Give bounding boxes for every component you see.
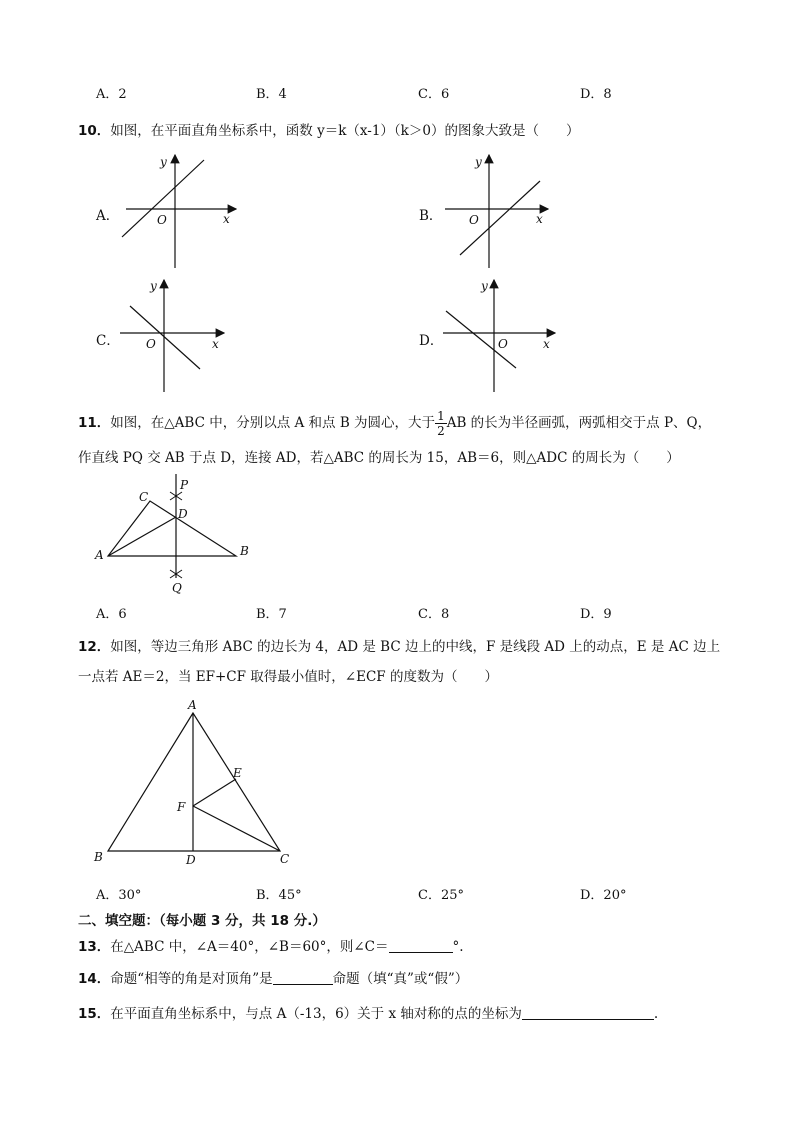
q10-graph-c-x-label: x [212, 337, 219, 351]
q11-triangle-abc [108, 501, 236, 556]
q13-text-a: 在△ABC 中，∠A＝40°，∠B＝60°，则∠C＝ [110, 939, 389, 955]
q10-graph-c-line [130, 306, 200, 369]
q12-option-a: A．30° [96, 888, 142, 903]
q13-number: 13． [78, 939, 111, 955]
q11-text-b: AB 的长为半径画弧，两弧相交于点 P、Q， [446, 415, 712, 431]
q15-number: 15． [78, 1006, 111, 1022]
q12-option-d: D．20° [580, 888, 627, 903]
q10-label-d: D． [419, 333, 444, 349]
section-fill-in-heading: 二、填空题：（每小题 3 分，共 18 分.） [78, 913, 326, 929]
q13-stem [78, 935, 464, 955]
q11-option-a: A．6 [96, 607, 127, 622]
q11-point-p: P [180, 478, 189, 492]
q14-text-a: 命题“相等的角是对顶角”是 [110, 971, 273, 987]
q14-number: 14． [78, 971, 111, 987]
q15-text-a: 在平面直角坐标系中，与点 A（-13，6）关于 x 轴对称的点的坐标为 [110, 1006, 522, 1022]
q12-option-b: B．45° [256, 888, 302, 903]
q10-graph-c [120, 279, 224, 392]
q10-graph-d [443, 279, 555, 392]
q12-point-a: A [188, 698, 197, 712]
q12-point-d: D [186, 853, 196, 867]
q11-option-d: D．9 [580, 607, 612, 622]
q9-option-c: C．6 [418, 87, 450, 102]
q10-label-a: A． [96, 208, 120, 224]
q12-segment-fc [193, 806, 280, 851]
q12-point-b: B [94, 850, 103, 864]
q10-graph-c-origin: O [146, 337, 156, 351]
q11-point-b: B [240, 544, 249, 558]
q11-frac-num: 1 [437, 409, 445, 423]
q13-text-b: °. [452, 939, 464, 955]
q12-point-c: C [280, 852, 290, 866]
q15-stem [78, 1002, 658, 1022]
q10-graph-b-origin: O [469, 213, 479, 227]
q10-graph-d-y-label: y [481, 279, 488, 293]
q10-graph-b-y-label: y [475, 155, 482, 169]
q12-stem-line1 [78, 635, 720, 655]
q11-stem-line1 [78, 409, 711, 438]
q10-graph-d-x-label: x [543, 337, 550, 351]
q10-graph-c-y-label: y [150, 279, 157, 293]
q11-point-a: A [95, 548, 104, 562]
q10-graph-a-origin: O [157, 213, 167, 227]
q10-text: 如图，在平面直角坐标系中，函数 y＝k（x-1）（k＞0）的图象大致是（ ） [110, 123, 580, 139]
q13-answer-blank[interactable] [389, 938, 453, 953]
q12-triangle-abc [108, 713, 280, 851]
q12-point-f: F [177, 800, 186, 814]
q10-number: 10． [78, 123, 111, 139]
q11-text-a: 如图，在△ABC 中，分别以点 A 和点 B 为圆心，大于 [110, 415, 436, 431]
q12-number: 12． [78, 639, 111, 655]
q12-point-e: E [233, 766, 242, 780]
q15-answer-blank[interactable] [522, 1005, 654, 1020]
q14-stem [78, 967, 468, 987]
q12-segment-fe [193, 779, 236, 806]
q11-segment-ad [108, 517, 176, 556]
q11-point-q: Q [172, 581, 182, 595]
q12-stem-line2: 一点若 AE＝2，当 EF+CF 取得最小值时，∠ECF 的度数为（ ） [78, 669, 498, 685]
q11-stem-line2: 作直线 PQ 交 AB 于点 D，连接 AD，若△ABC 的周长为 15，AB＝6，则△ADC 的周长为（ ） [78, 450, 680, 466]
q10-graph-b [445, 155, 548, 268]
q9-option-d: D．8 [580, 87, 612, 102]
q15-text-b: . [653, 1006, 659, 1022]
q10-graph-a-y-label: y [160, 155, 167, 169]
q10-graph-a-x-label: x [223, 212, 230, 226]
q10-graph-d-origin: O [498, 337, 508, 351]
q12-text-line1: 如图，等边三角形 ABC 的边长为 4，AD 是 BC 边上的中线，F 是线段 AD 上的动点，E 是 AC 边上 [110, 639, 721, 655]
q11-fraction [435, 409, 447, 438]
q9-option-b: B．4 [256, 87, 287, 102]
q12-figure [93, 698, 289, 867]
q11-number: 11． [78, 415, 111, 431]
q11-point-c: C [139, 490, 149, 504]
q10-graph-a [122, 155, 236, 268]
q12-option-c: C．25° [418, 888, 464, 903]
q14-answer-blank[interactable] [273, 970, 333, 985]
q11-option-c: C．8 [418, 607, 450, 622]
q10-graph-b-x-label: x [536, 212, 543, 226]
q14-text-b: 命题（填“真”或“假”） [332, 971, 469, 987]
q11-figure [94, 474, 249, 595]
q11-option-b: B．7 [256, 607, 287, 622]
q10-label-b: B． [419, 208, 443, 224]
q11-frac-den: 2 [437, 424, 445, 438]
q11-point-d: D [178, 507, 188, 521]
q10-label-c: C． [96, 333, 120, 349]
q9-option-a: A．2 [96, 87, 127, 102]
